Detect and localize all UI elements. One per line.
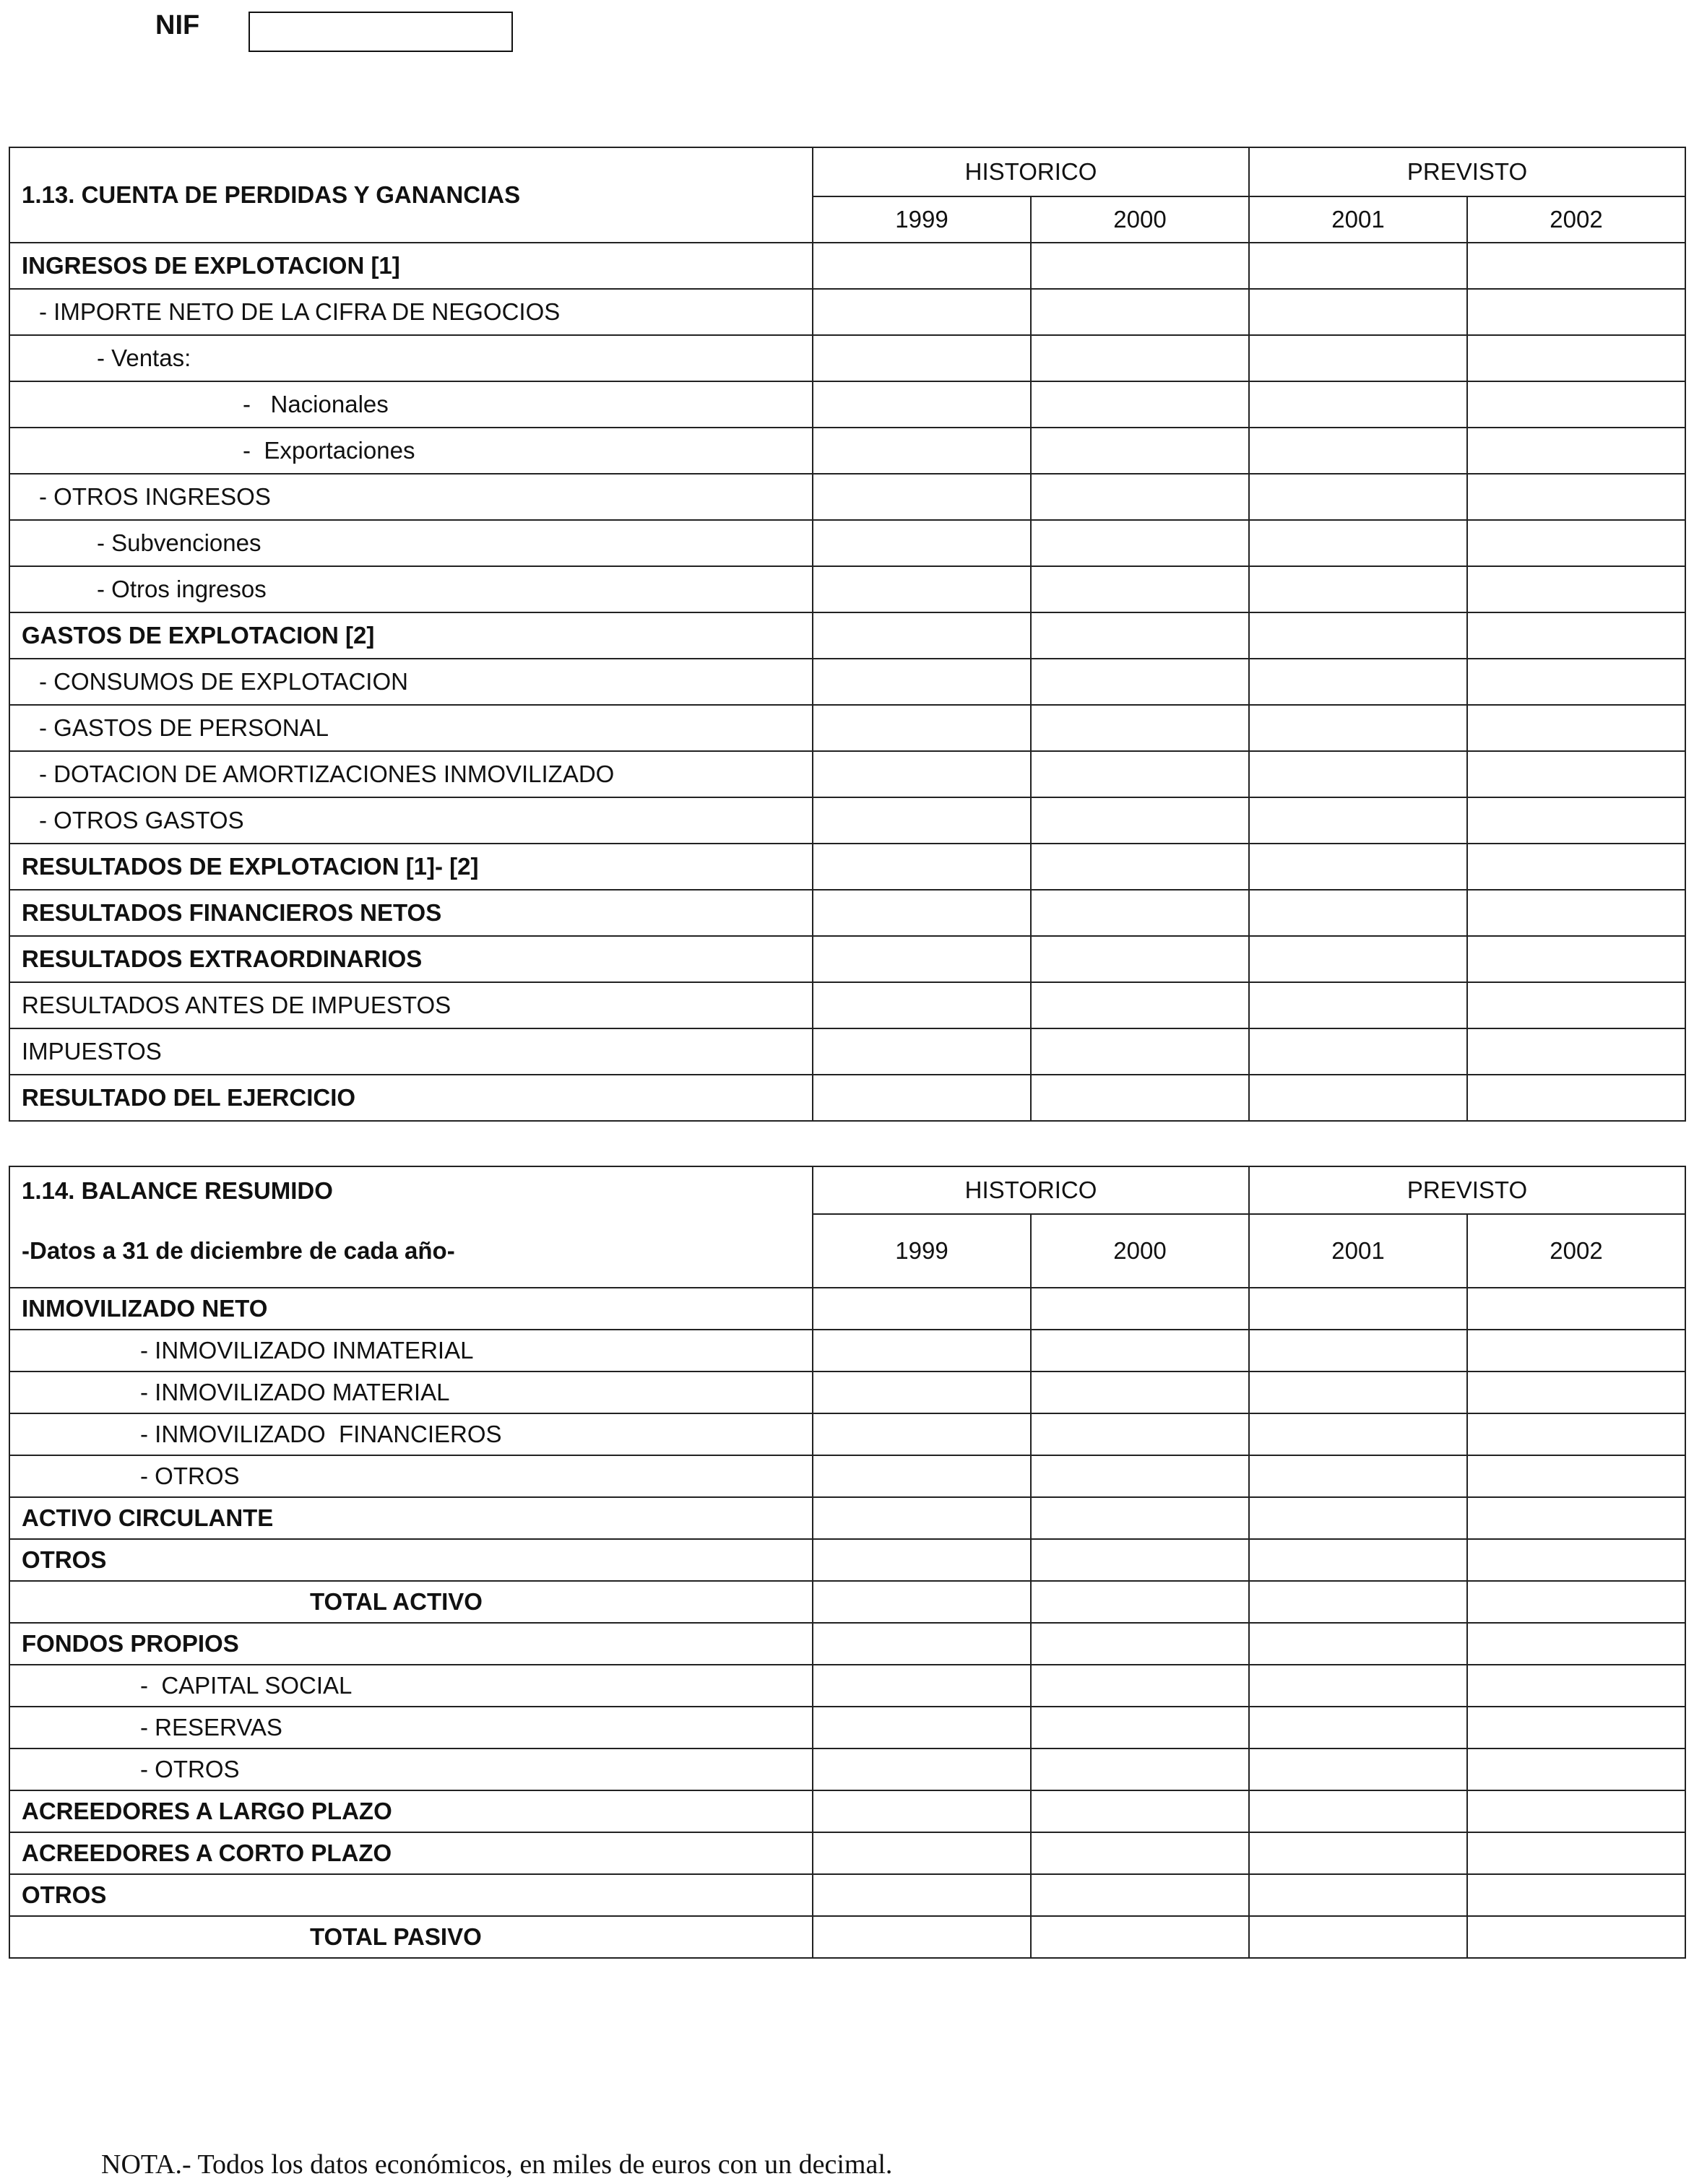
row-label: TOTAL ACTIVO (9, 1581, 813, 1623)
row-label: INGRESOS DE EXPLOTACION [1] (9, 243, 813, 289)
value-cell[interactable] (1249, 381, 1467, 428)
value-cell[interactable] (1249, 1288, 1467, 1330)
value-cell[interactable] (1031, 243, 1249, 289)
row-label: INMOVILIZADO NETO (9, 1288, 813, 1330)
table-row (9, 566, 1685, 612)
table-row (9, 1748, 1685, 1790)
row-label: RESULTADOS FINANCIEROS NETOS (9, 890, 813, 936)
value-cell[interactable] (813, 1748, 1031, 1790)
value-cell[interactable] (1249, 936, 1467, 982)
value-cell[interactable] (1031, 1539, 1249, 1581)
table-row (9, 1330, 1685, 1372)
value-cell[interactable] (1249, 474, 1467, 520)
table-row (9, 243, 1685, 289)
row-label: RESULTADOS ANTES DE IMPUESTOS (9, 982, 813, 1028)
table-row (9, 1413, 1685, 1455)
value-cell[interactable] (1467, 1288, 1685, 1330)
cuenta-perdidas-ganancias-table (9, 147, 1686, 1122)
table-row (9, 751, 1685, 797)
row-label: - CONSUMOS DE EXPLOTACION (9, 659, 813, 705)
row-label: RESULTADOS DE EXPLOTACION [1]- [2] (9, 844, 813, 890)
header-historico: HISTORICO (813, 1166, 1249, 1214)
value-cell[interactable] (813, 1539, 1031, 1581)
value-cell[interactable] (1031, 612, 1249, 659)
table-row (9, 890, 1685, 936)
year-2001: 2001 (1249, 1214, 1467, 1288)
value-cell[interactable] (1249, 1372, 1467, 1413)
value-cell[interactable] (1467, 1539, 1685, 1581)
value-cell[interactable] (1031, 1413, 1249, 1455)
value-cell[interactable] (1467, 751, 1685, 797)
value-cell[interactable] (1467, 705, 1685, 751)
value-cell[interactable] (1467, 612, 1685, 659)
nif-input[interactable] (249, 12, 513, 52)
header-previsto: PREVISTO (1249, 1166, 1685, 1214)
value-cell[interactable] (1249, 566, 1467, 612)
value-cell[interactable] (1249, 1330, 1467, 1372)
row-label: - Ventas: (9, 335, 813, 381)
section-114-subtitle: -Datos a 31 de diciembre de cada año- (9, 1214, 813, 1288)
value-cell[interactable] (1249, 428, 1467, 474)
value-cell[interactable] (1031, 1028, 1249, 1075)
row-label: IMPUESTOS (9, 1028, 813, 1075)
year-2000: 2000 (1031, 1214, 1249, 1288)
header-previsto: PREVISTO (1249, 147, 1685, 196)
table-row (9, 612, 1685, 659)
value-cell[interactable] (813, 1623, 1031, 1665)
value-cell[interactable] (1467, 1330, 1685, 1372)
row-label: TOTAL PASIVO (9, 1916, 813, 1958)
row-label: - Exportaciones (9, 428, 813, 474)
row-label: ACREEDORES A CORTO PLAZO (9, 1832, 813, 1874)
value-cell[interactable] (813, 1455, 1031, 1497)
value-cell[interactable] (813, 1330, 1031, 1372)
value-cell[interactable] (1467, 1075, 1685, 1121)
value-cell[interactable] (813, 751, 1031, 797)
table-row (9, 474, 1685, 520)
row-label: - Nacionales (9, 381, 813, 428)
value-cell[interactable] (813, 289, 1031, 335)
table-row (9, 936, 1685, 982)
value-cell[interactable] (1467, 1874, 1685, 1916)
row-label: - DOTACION DE AMORTIZACIONES INMOVILIZADO (9, 751, 813, 797)
row-label: - OTROS (9, 1748, 813, 1790)
row-label: - OTROS (9, 1455, 813, 1497)
value-cell[interactable] (813, 659, 1031, 705)
value-cell[interactable] (1031, 1916, 1249, 1958)
row-label: OTROS (9, 1539, 813, 1581)
table-row (9, 705, 1685, 751)
value-cell[interactable] (1249, 982, 1467, 1028)
value-cell[interactable] (1467, 1748, 1685, 1790)
value-cell[interactable] (813, 1413, 1031, 1455)
table-row (9, 1790, 1685, 1832)
row-label: - CAPITAL SOCIAL (9, 1665, 813, 1707)
value-cell[interactable] (1467, 1665, 1685, 1707)
value-cell[interactable] (1249, 890, 1467, 936)
table-row (9, 797, 1685, 844)
value-cell[interactable] (813, 1288, 1031, 1330)
value-cell[interactable] (1467, 982, 1685, 1028)
value-cell[interactable] (813, 797, 1031, 844)
value-cell[interactable] (1031, 1790, 1249, 1832)
value-cell[interactable] (1031, 428, 1249, 474)
value-cell[interactable] (1031, 982, 1249, 1028)
value-cell[interactable] (1249, 1075, 1467, 1121)
value-cell[interactable] (813, 1581, 1031, 1623)
value-cell[interactable] (1249, 797, 1467, 844)
value-cell[interactable] (1467, 566, 1685, 612)
row-label: - Otros ingresos (9, 566, 813, 612)
value-cell[interactable] (1467, 1623, 1685, 1665)
table-row (9, 1497, 1685, 1539)
value-cell[interactable] (1249, 1455, 1467, 1497)
value-cell[interactable] (813, 890, 1031, 936)
value-cell[interactable] (1467, 844, 1685, 890)
value-cell[interactable] (1031, 1075, 1249, 1121)
value-cell[interactable] (1467, 890, 1685, 936)
value-cell[interactable] (1467, 474, 1685, 520)
value-cell[interactable] (1467, 1790, 1685, 1832)
value-cell[interactable] (1249, 1748, 1467, 1790)
value-cell[interactable] (813, 612, 1031, 659)
row-label: OTROS (9, 1874, 813, 1916)
row-label: - IMPORTE NETO DE LA CIFRA DE NEGOCIOS (9, 289, 813, 335)
table-row (9, 1075, 1685, 1121)
value-cell[interactable] (1031, 381, 1249, 428)
table-row (9, 428, 1685, 474)
value-cell[interactable] (1467, 1707, 1685, 1748)
section-114-title: 1.14. BALANCE RESUMIDO (9, 1166, 813, 1214)
value-cell[interactable] (1031, 1581, 1249, 1623)
value-cell[interactable] (813, 1372, 1031, 1413)
value-cell[interactable] (1249, 705, 1467, 751)
table-row (9, 982, 1685, 1028)
value-cell[interactable] (1031, 751, 1249, 797)
value-cell[interactable] (1467, 335, 1685, 381)
table-row (9, 1028, 1685, 1075)
value-cell[interactable] (1467, 1372, 1685, 1413)
table-row (9, 844, 1685, 890)
row-label: FONDOS PROPIOS (9, 1623, 813, 1665)
value-cell[interactable] (1031, 890, 1249, 936)
footnote: NOTA.- Todos los datos económicos, en miles de euros con un decimal. (101, 2149, 893, 2180)
value-cell[interactable] (813, 428, 1031, 474)
value-cell[interactable] (1031, 1748, 1249, 1790)
value-cell[interactable] (1031, 1707, 1249, 1748)
table-row (9, 1832, 1685, 1874)
value-cell[interactable] (1249, 1028, 1467, 1075)
value-cell[interactable] (1467, 1832, 1685, 1874)
table-row (9, 1707, 1685, 1748)
value-cell[interactable] (1031, 1455, 1249, 1497)
value-cell[interactable] (1031, 1330, 1249, 1372)
value-cell[interactable] (1031, 1832, 1249, 1874)
value-cell[interactable] (1467, 1455, 1685, 1497)
row-label: - OTROS INGRESOS (9, 474, 813, 520)
value-cell[interactable] (1249, 612, 1467, 659)
row-label: RESULTADO DEL EJERCICIO (9, 1075, 813, 1121)
row-label: - Subvenciones (9, 520, 813, 566)
section-113-title: 1.13. CUENTA DE PERDIDAS Y GANANCIAS (9, 147, 813, 243)
value-cell[interactable] (1249, 1413, 1467, 1455)
value-cell[interactable] (1467, 936, 1685, 982)
value-cell[interactable] (813, 520, 1031, 566)
value-cell[interactable] (813, 1874, 1031, 1916)
value-cell[interactable] (813, 936, 1031, 982)
value-cell[interactable] (1467, 520, 1685, 566)
year-2002: 2002 (1467, 1214, 1685, 1288)
row-label: - RESERVAS (9, 1707, 813, 1748)
value-cell[interactable] (813, 243, 1031, 289)
year-2000: 2000 (1031, 196, 1249, 243)
value-cell[interactable] (813, 705, 1031, 751)
value-cell[interactable] (813, 474, 1031, 520)
table-row (9, 1288, 1685, 1330)
table-row (9, 1916, 1685, 1958)
value-cell[interactable] (1467, 1413, 1685, 1455)
value-cell[interactable] (813, 1707, 1031, 1748)
row-label: - GASTOS DE PERSONAL (9, 705, 813, 751)
balance-resumido-table (9, 1166, 1686, 1959)
value-cell[interactable] (813, 1497, 1031, 1539)
table-row (9, 1539, 1685, 1581)
value-cell[interactable] (1031, 474, 1249, 520)
value-cell[interactable] (1467, 428, 1685, 474)
table-row (9, 1372, 1685, 1413)
table-row (9, 520, 1685, 566)
value-cell[interactable] (1249, 1707, 1467, 1748)
value-cell[interactable] (1249, 844, 1467, 890)
value-cell[interactable] (1249, 1665, 1467, 1707)
table-row (9, 1665, 1685, 1707)
value-cell[interactable] (1031, 335, 1249, 381)
value-cell[interactable] (813, 844, 1031, 890)
year-1999: 1999 (813, 1214, 1031, 1288)
value-cell[interactable] (1249, 1790, 1467, 1832)
row-label: RESULTADOS EXTRAORDINARIOS (9, 936, 813, 982)
value-cell[interactable] (813, 381, 1031, 428)
value-cell[interactable] (1249, 1581, 1467, 1623)
value-cell[interactable] (1031, 289, 1249, 335)
value-cell[interactable] (1031, 1288, 1249, 1330)
value-cell[interactable] (1249, 289, 1467, 335)
value-cell[interactable] (813, 566, 1031, 612)
table-row (9, 381, 1685, 428)
value-cell[interactable] (1467, 1497, 1685, 1539)
value-cell[interactable] (1031, 1665, 1249, 1707)
row-label: ACREEDORES A LARGO PLAZO (9, 1790, 813, 1832)
value-cell[interactable] (1031, 659, 1249, 705)
value-cell[interactable] (813, 1075, 1031, 1121)
value-cell[interactable] (1467, 1581, 1685, 1623)
value-cell[interactable] (1467, 1916, 1685, 1958)
table-row (9, 335, 1685, 381)
value-cell[interactable] (1249, 659, 1467, 705)
row-label: - INMOVILIZADO FINANCIEROS (9, 1413, 813, 1455)
row-label: GASTOS DE EXPLOTACION [2] (9, 612, 813, 659)
value-cell[interactable] (1249, 243, 1467, 289)
value-cell[interactable] (1467, 659, 1685, 705)
value-cell[interactable] (1031, 520, 1249, 566)
value-cell[interactable] (1031, 1497, 1249, 1539)
header-historico: HISTORICO (813, 147, 1249, 196)
value-cell[interactable] (1249, 1497, 1467, 1539)
value-cell[interactable] (1249, 1916, 1467, 1958)
value-cell[interactable] (1467, 243, 1685, 289)
value-cell[interactable] (1249, 335, 1467, 381)
value-cell[interactable] (1467, 797, 1685, 844)
value-cell[interactable] (1249, 751, 1467, 797)
value-cell[interactable] (813, 1790, 1031, 1832)
value-cell[interactable] (1031, 1874, 1249, 1916)
row-label: - INMOVILIZADO INMATERIAL (9, 1330, 813, 1372)
value-cell[interactable] (1467, 1028, 1685, 1075)
value-cell[interactable] (813, 1916, 1031, 1958)
value-cell[interactable] (1249, 520, 1467, 566)
value-cell[interactable] (813, 1028, 1031, 1075)
year-1999: 1999 (813, 196, 1031, 243)
value-cell[interactable] (1031, 797, 1249, 844)
row-label: - OTROS GASTOS (9, 797, 813, 844)
table-row (9, 289, 1685, 335)
table-row (9, 1455, 1685, 1497)
value-cell[interactable] (813, 1832, 1031, 1874)
row-label: ACTIVO CIRCULANTE (9, 1497, 813, 1539)
nif-label: NIF (155, 10, 200, 40)
table-row (9, 1581, 1685, 1623)
value-cell[interactable] (1031, 844, 1249, 890)
value-cell[interactable] (1031, 936, 1249, 982)
value-cell[interactable] (813, 1665, 1031, 1707)
value-cell[interactable] (1031, 1372, 1249, 1413)
row-label: - INMOVILIZADO MATERIAL (9, 1372, 813, 1413)
value-cell[interactable] (1031, 1623, 1249, 1665)
table-row (9, 1623, 1685, 1665)
table-row (9, 659, 1685, 705)
value-cell[interactable] (813, 982, 1031, 1028)
value-cell[interactable] (1031, 705, 1249, 751)
value-cell[interactable] (1249, 1874, 1467, 1916)
value-cell[interactable] (1467, 289, 1685, 335)
value-cell[interactable] (1467, 381, 1685, 428)
value-cell[interactable] (1249, 1623, 1467, 1665)
value-cell[interactable] (1031, 566, 1249, 612)
year-2002: 2002 (1467, 196, 1685, 243)
year-2001: 2001 (1249, 196, 1467, 243)
value-cell[interactable] (1249, 1832, 1467, 1874)
value-cell[interactable] (813, 335, 1031, 381)
value-cell[interactable] (1249, 1539, 1467, 1581)
table-row (9, 1874, 1685, 1916)
